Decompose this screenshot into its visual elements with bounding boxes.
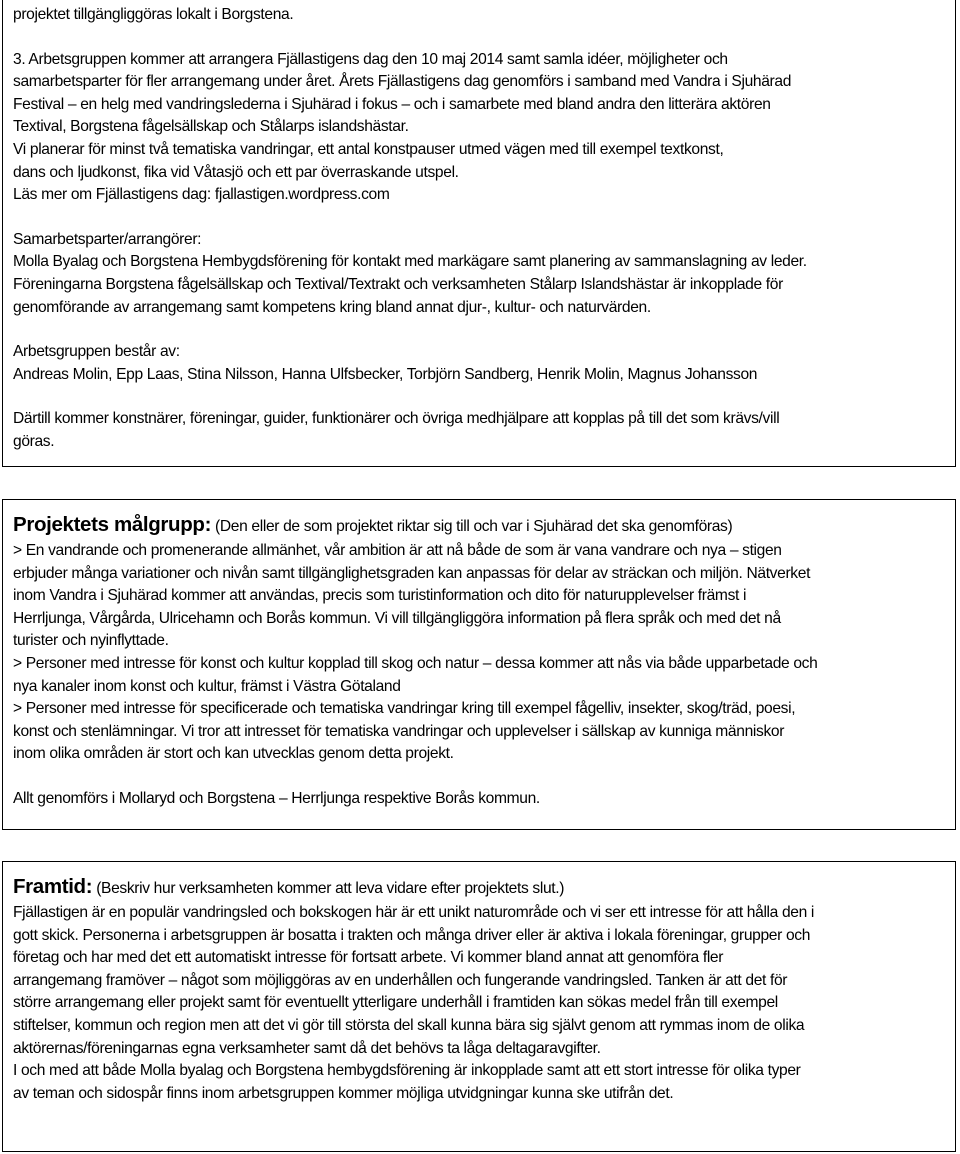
target-line: Herrljunga, Vårgårda, Ulricehamn och Borås kommun. Vi vill tillgängliggöra information på flera språk och med det nå [13,609,781,627]
target-group-box [2,499,956,830]
additional-line: Därtill kommer konstnärer, föreningar, guider, funktionärer och övriga medhjälpare att kopplas på till det som krävs/vill [13,410,780,428]
future-box [2,861,956,1152]
target-line: konst och stenlämningar. Vi tror att intresset för tematiska vandringar och upplevelser i sällskap av kunniga människor [13,722,785,740]
target-line: > En vandrande och promenerande allmänhet, vår ambition är att nå både de som är vana vandrare och nya – stigen [13,542,782,559]
item3-line: Festival – en helg med vandringslederna i Sjuhärad i fokus – och i samarbete med bland andra den litterära aktören [13,95,771,113]
future-line: aktörernas/föreningarnas egna verksamheter samt då det behövs ta låga deltagaravgifter. [13,1039,601,1057]
future-line: företag och har med det ett automatiskt intresse för fortsatt arbete. Vi kommer bland annat att genomföra fler [13,949,724,967]
partners-line: Molla Byalag och Borgstena Hembygdsförening för kontakt med markägare samt planering av sammanslagning av leder. [13,253,807,271]
target-heading-note: (Den eller de som projektet riktar sig till och var i Sjuhärad det ska genomföras) [215,518,733,535]
future-heading-note: (Beskriv hur verksamheten kommer att leva vidare efter projektets slut.) [96,880,565,897]
future-line: Fjällastigen är en populär vandringsled och bokskogen här är ett unikt naturområde och vi ser ett intresse för att hålla den i [13,904,815,921]
item3-line: samarbetsparter för fler arrangemang under året. Årets Fjällastigens dag genomförs i samband med Vandra i Sjuhärad [13,73,792,91]
group-members: Andreas Molin, Epp Laas, Stina Nilsson, Hanna Ulfsbecker, Torbjörn Sandberg, Henrik Molin, Magnus Johansson [13,365,758,383]
future-line: av teman och sidospår finns inom arbetsgruppen kommer möjliga utvidgningar kunna ske utifrån det. [13,1084,674,1102]
group-label: Arbetsgruppen består av: [13,343,180,361]
future-line: stiftelser, kommun och region men att det vi gör till största del skall kunna bära sig självt genom att rymmas inom de olika [13,1016,805,1034]
future-heading-line [13,874,949,902]
item3-line: Läs mer om Fjällastigens dag: fjallastigen.wordpress.com [13,186,390,204]
partners-line: Föreningarna Borgstena fågelsällskap och Textival/Textrakt och verksamheten Stålarp Islandshästar är inkopplade för [13,275,783,293]
target-line: turister och nyinflyttade. [13,632,169,650]
project-description-box [2,0,956,467]
future-line: gott skick. Personerna i arbetsgruppen är bosatta i trakten och många driver eller är aktiva i lokala föreningar, grupper och [13,926,811,944]
target-line: inom Vandra i Sjuhärad kommer att användas, precis som turistinformation och dito för naturupplevelser främst i [13,587,747,605]
target-line: erbjuder många variationer och nivån samt tillgänglighetsgraden kan anpassas för delar av sträckan och miljön. Nätverket [13,564,811,582]
target-line: > Personer med intresse för konst och kultur kopplad till skog och natur – dessa kommer att nås via både upparbetade och [13,654,818,672]
future-line: I och med att både Molla byalag och Borgstena hembygdsförening är inkopplade samt att ett stort intresse för olika typer [13,1062,801,1080]
future-heading: Framtid: [13,875,93,898]
intro-line: projektet tillgängliggöras lokalt i Borgstena. [13,6,294,23]
target-heading-line [13,512,949,540]
item3-line: 3. Arbetsgruppen kommer att arrangera Fjällastigens dag den 10 maj 2014 samt samla idéer, möjligheter och [13,50,728,68]
target-line: nya kanaler inom konst och kultur, främst i Västra Götaland [13,677,401,695]
target-line: inom olika områden är stort och kan utvecklas genom detta projekt. [13,745,454,763]
item3-line: Textival, Borgstena fågelsällskap och Stålarps islandshästar. [13,118,409,136]
partners-line: genomförande av arrangemang samt kompetens kring bland annat djur-, kultur- och naturvärden. [13,298,651,316]
additional-line: göras. [13,432,55,450]
target-heading: Projektets målgrupp: [13,513,212,536]
future-line: arrangemang framöver – något som möjliggöras av en underhållen och fungerande vandringsled. Tanken är att det för [13,971,788,989]
item3-line: Vi planerar för minst två tematiska vandringar, ett antal konstpauser utmed vägen med till exempel textkonst, [13,140,724,158]
target-line: > Personer med intresse för specificerade och tematiska vandringar kring till exempel fågelliv, insekter, skog/träd, poesi, [13,700,796,718]
future-line: större arrangemang eller projekt samt för eventuellt ytterligare underhåll i framtiden kan sökas medel från till exempel [13,994,778,1012]
item3-line: dans och ljudkonst, fika vid Våtasjö och ett par överraskande utspel. [13,163,459,181]
target-closing: Allt genomförs i Mollaryd och Borgstena – Herrljunga respektive Borås kommun. [13,789,540,807]
partners-label: Samarbetsparter/arrangörer: [13,230,202,248]
